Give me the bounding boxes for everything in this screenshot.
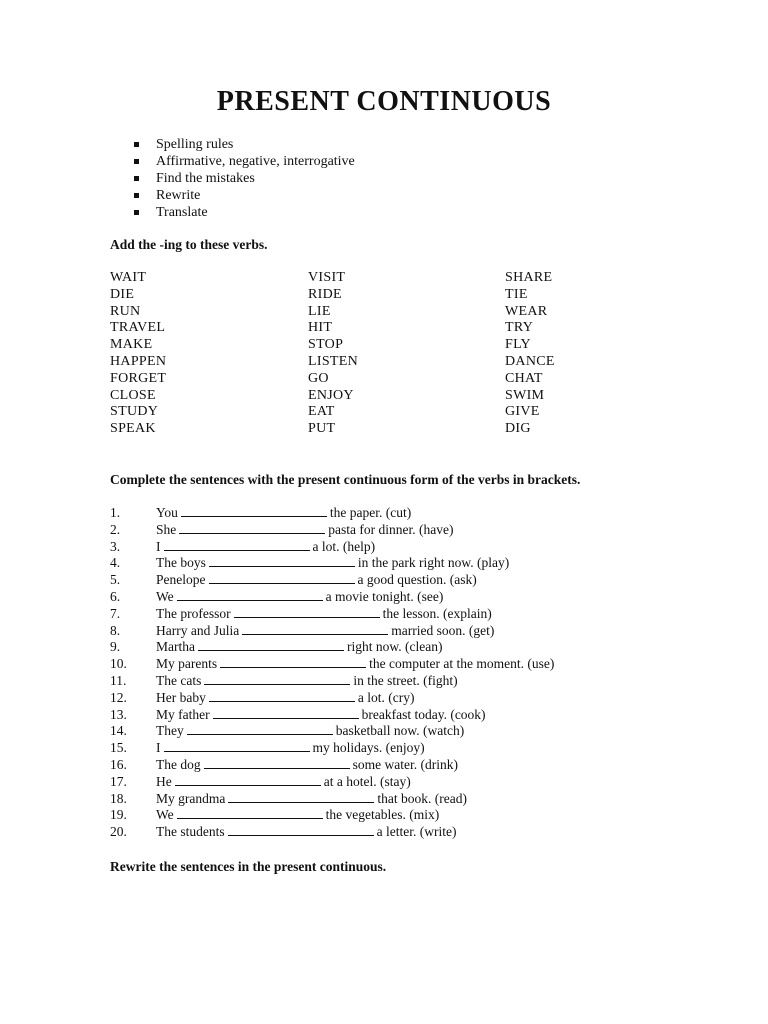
answer-blank[interactable] [228, 791, 374, 803]
sentence-item: 17. He at a hotel. (stay) [110, 773, 411, 789]
verb: RUN [110, 303, 141, 319]
section-heading-rewrite: Rewrite the sentences in the present continuous. [110, 859, 387, 874]
verb: PUT [308, 421, 336, 437]
sentence-item: 4. The boys in the park right now. (play) [110, 555, 510, 571]
verb: DIE [110, 286, 135, 302]
sentence-item: 13. My father breakfast today. (cook) [110, 706, 486, 722]
verb: TRY [505, 320, 534, 336]
sentence-item: 5. Penelope a good question. (ask) [110, 572, 477, 588]
sentence-item: 16. The dog some water. (drink) [110, 756, 458, 772]
topic-item: Find the mistakes [130, 170, 355, 187]
verb: TRAVEL [110, 320, 166, 336]
verb: RIDE [308, 286, 342, 302]
answer-blank[interactable] [177, 589, 323, 601]
sentence-item: 19. We the vegetables. (mix) [110, 807, 440, 823]
section-heading-complete: Complete the sentences with the present continuous form of the verbs in brackets. [110, 472, 581, 487]
section-heading-ing: Add the -ing to these verbs. [110, 237, 268, 252]
verb-column-2 [308, 270, 358, 438]
sentence-item: 11. The cats in the street. (fight) [110, 672, 458, 688]
verb: EAT [308, 404, 335, 420]
verb: HIT [308, 320, 333, 336]
verb: LIE [308, 303, 331, 319]
verb: GO [308, 370, 329, 386]
sentence-item: 15. I my holidays. (enjoy) [110, 740, 425, 756]
verb: CLOSE [110, 387, 156, 403]
verb: ENJOY [308, 387, 354, 403]
verb: FORGET [110, 370, 167, 386]
answer-blank[interactable] [175, 774, 321, 786]
verb: CHAT [505, 370, 543, 386]
verb: HAPPEN [110, 353, 167, 369]
verb-column-1 [110, 270, 166, 438]
verb: MAKE [110, 337, 153, 353]
answer-blank[interactable] [164, 740, 310, 752]
verb: GIVE [505, 404, 540, 420]
answer-blank[interactable] [187, 723, 333, 735]
answer-blank[interactable] [204, 757, 350, 769]
verb: TIE [505, 286, 528, 302]
sentence-list [110, 505, 554, 841]
bullet-icon [134, 193, 139, 198]
answer-blank[interactable] [179, 522, 325, 534]
sentence-item: 18. My grandma that book. (read) [110, 790, 467, 806]
sentence-item: 6. We a movie tonight. (see) [110, 588, 444, 604]
verb: STUDY [110, 404, 159, 420]
answer-blank[interactable] [198, 639, 344, 651]
sentence-item: 8. Harry and Julia married soon. (get) [110, 622, 495, 638]
verb-column-3 [505, 270, 555, 438]
bullet-icon [134, 159, 139, 164]
answer-blank[interactable] [209, 690, 355, 702]
verb: SWIM [505, 387, 545, 403]
verb: DANCE [505, 353, 555, 369]
verb: SHARE [505, 270, 553, 285]
verb: VISIT [308, 270, 346, 285]
answer-blank[interactable] [209, 555, 355, 567]
topic-item: Affirmative, negative, interrogative [130, 153, 355, 170]
verb: STOP [308, 337, 344, 353]
sentence-item: 2. She pasta for dinner. (have) [110, 521, 454, 537]
topic-item: Spelling rules [130, 136, 355, 153]
verb: SPEAK [110, 421, 156, 437]
sentence-item: 10. My parents the computer at the moment. (use) [110, 656, 555, 672]
sentence-item: 14. They basketball now. (watch) [110, 723, 465, 739]
sentence-item: 1. You the paper. (cut) [110, 505, 412, 520]
sentence-item: 20. The students a letter. (write) [110, 824, 457, 840]
verb: WAIT [110, 270, 147, 285]
sentence-item: 3. I a lot. (help) [110, 538, 376, 554]
topic-item: Translate [130, 204, 355, 221]
verb: FLY [505, 337, 531, 353]
verb: WEAR [505, 303, 548, 319]
sentence-item: 12. Her baby a lot. (cry) [110, 689, 415, 705]
answer-blank[interactable] [220, 656, 366, 668]
answer-blank[interactable] [204, 673, 350, 685]
verb-table [110, 270, 670, 440]
topic-item: Rewrite [130, 187, 355, 204]
verb: LISTEN [308, 353, 359, 369]
sentence-item: 9. Martha right now. (clean) [110, 639, 443, 655]
bullet-icon [134, 176, 139, 181]
sentence-item: 7. The professor the lesson. (explain) [110, 605, 492, 621]
verb: DIG [505, 421, 531, 437]
answer-blank[interactable] [234, 606, 380, 618]
answer-blank[interactable] [213, 707, 359, 719]
answer-blank[interactable] [181, 505, 327, 517]
answer-blank[interactable] [228, 824, 374, 836]
topic-list [130, 136, 355, 221]
answer-blank[interactable] [242, 623, 388, 635]
answer-blank[interactable] [164, 539, 310, 551]
bullet-icon [134, 142, 139, 147]
page-title: PRESENT CONTINUOUS [216, 86, 552, 117]
answer-blank[interactable] [177, 807, 323, 819]
bullet-icon [134, 210, 139, 215]
answer-blank[interactable] [209, 572, 355, 584]
